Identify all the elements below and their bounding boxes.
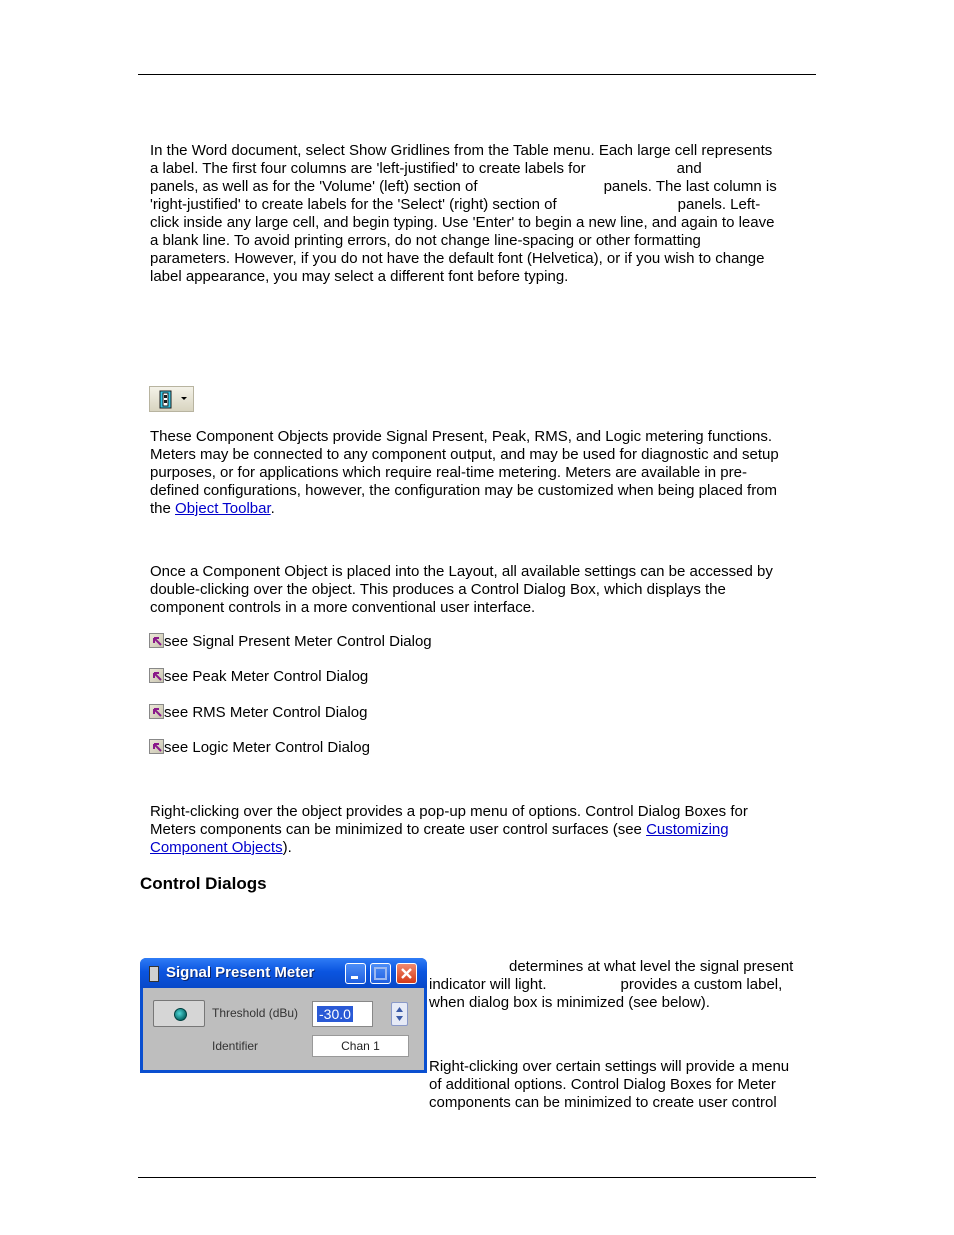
object-toolbar-link[interactable]: Object Toolbar: [175, 500, 271, 517]
meter-toolbar-icon[interactable]: [149, 386, 194, 412]
minimize-icon: [346, 964, 365, 983]
jump-arrow-icon: [149, 739, 164, 754]
customizing-link[interactable]: Customizing: [646, 821, 729, 838]
threshold-input[interactable]: [312, 1001, 373, 1027]
see-link-logic[interactable]: [149, 738, 370, 758]
see-link-signal-present[interactable]: [149, 632, 432, 652]
component-objects-link[interactable]: Component Objects: [150, 839, 283, 856]
dialog-body: [143, 988, 424, 1070]
close-icon: [397, 964, 416, 983]
intro-line: parameters. However, if you do not have the default font (Helvetica), or if you wish to change: [150, 250, 765, 267]
description-line: components can be minimized to create user control: [429, 1094, 777, 1111]
close-button[interactable]: [396, 963, 417, 984]
threshold-spinner[interactable]: [391, 1002, 408, 1026]
footer-rule: [138, 1177, 816, 1178]
intro-line: click inside any large cell, and begin typing. Use 'Enter' to begin a new line, and again to leave: [150, 214, 775, 231]
meters-line: Meters may be connected to any component output, and may be used for diagnostic and setup: [150, 446, 779, 463]
see-link-label: see Peak Meter Control Dialog: [164, 668, 369, 685]
jump-arrow-icon: [149, 668, 164, 683]
see-link-label: see Signal Present Meter Control Dialog: [164, 633, 432, 650]
meters-line: defined configurations, however, the configuration may be customized when being placed from: [150, 482, 778, 499]
description-line: indicator will light.: [429, 976, 547, 993]
meter-icon: [149, 966, 159, 982]
intro-line: label appearance, you may select a different font before typing.: [150, 268, 569, 285]
rightclick-line: ).: [282, 839, 292, 856]
description-line: provides a custom label,: [620, 976, 783, 993]
dialog-rightclick-text: [429, 1058, 814, 1112]
intro-line: panels, as well as for the 'Volume' (left) section of: [150, 178, 478, 195]
intro-line: and: [676, 160, 702, 177]
dialog-title: Signal Present Meter: [166, 964, 315, 981]
section-heading: Control Dialogs: [140, 874, 267, 893]
signal-present-meter-dialog: [140, 958, 427, 1073]
dialog-titlebar[interactable]: [140, 958, 427, 988]
description-line: of additional options. Control Dialog Boxes for Meter: [429, 1076, 776, 1093]
intro-line: In the Word document, select Show Gridlines from the Table menu. Each large cell represents: [150, 142, 773, 159]
threshold-value: -30.0: [319, 1006, 351, 1022]
identifier-input[interactable]: Chan 1: [312, 1035, 409, 1057]
spinner-arrows-icon: [392, 1003, 407, 1025]
see-link-peak[interactable]: [149, 667, 368, 687]
meters-line: purposes, or for applications which require real-time metering. Meters are available in pre-: [150, 464, 747, 481]
placed-line: Once a Component Object is placed into the Layout, all available settings can be accessed by: [150, 563, 773, 580]
identifier-label: Identifier: [212, 1039, 259, 1053]
placed-paragraph: [150, 563, 810, 617]
intro-line: panels. The last column is: [603, 178, 777, 195]
dialog-description: [429, 958, 814, 1012]
placed-line: double-clicking over the object. This produces a Control Dialog Box, which displays the: [150, 581, 726, 598]
description-line: determines at what level the signal present: [509, 958, 794, 975]
rightclick-line: Right-clicking over the object provides a pop-up menu of options. Control Dialog Boxes for: [150, 803, 748, 820]
meters-line: .: [270, 500, 275, 517]
intro-paragraph: [150, 142, 810, 286]
intro-line: a blank line. To avoid printing errors, do not change line-spacing or other formatting: [150, 232, 701, 249]
threshold-label: Threshold (dBu): [212, 1006, 299, 1020]
intro-line: a label. The first four columns are 'left-justified' to create labels for: [150, 160, 586, 177]
signal-indicator-button[interactable]: [153, 1000, 205, 1027]
minimize-button[interactable]: [345, 963, 366, 984]
rightclick-paragraph: [150, 803, 810, 857]
description-line: Right-clicking over certain settings will provide a menu: [429, 1058, 790, 1075]
jump-arrow-icon: [149, 704, 164, 719]
jump-arrow-icon: [149, 633, 164, 648]
led-icon: [174, 1008, 187, 1021]
rightclick-line: Meters components can be minimized to create user control surfaces (see: [150, 821, 647, 838]
placed-line: component controls in a more conventional user interface.: [150, 599, 536, 616]
maximize-icon: [371, 964, 390, 983]
description-line: when dialog box is minimized (see below).: [429, 994, 710, 1011]
meters-line: the: [150, 500, 176, 517]
header-rule: [138, 74, 816, 75]
meters-paragraph: [150, 428, 810, 518]
intro-line: 'right-justified' to create labels for the 'Select' (right) section of: [150, 196, 557, 213]
meters-line: These Component Objects provide Signal Present, Peak, RMS, and Logic metering functions.: [150, 428, 772, 445]
intro-line: panels. Left-: [677, 196, 761, 213]
maximize-button[interactable]: [370, 963, 391, 984]
see-link-label: see RMS Meter Control Dialog: [164, 704, 368, 721]
see-link-rms[interactable]: [149, 703, 367, 723]
see-link-label: see Logic Meter Control Dialog: [164, 739, 370, 756]
meter-icon: [150, 387, 195, 413]
